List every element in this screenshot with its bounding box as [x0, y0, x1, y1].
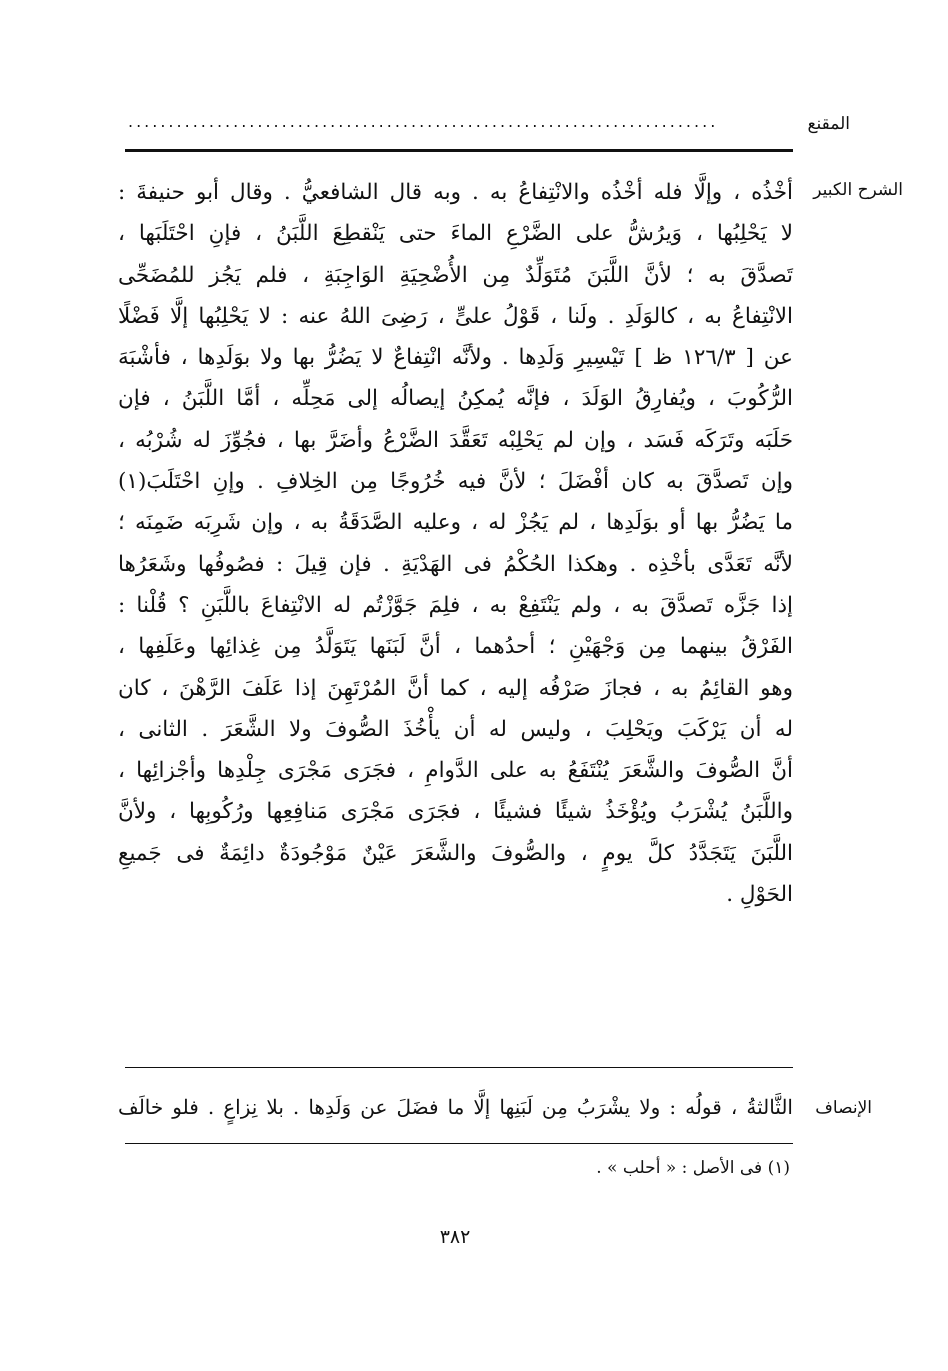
- text-line: اللَّبَنَ يَتَجَدَّدُ كلَّ يومٍ ، والصُّوفَ والشَّعَرَ عَيْنٌ مَوْجُودَةٌ دائِمَةٌ فى جَميعِ: [118, 840, 793, 866]
- text-line: الرُّكُوبَ ، ويُفارِقُ الوَلَدَ ، فإنَّه يُمكِنُ إيصالُه إلى مَحِلِّه ، أمَّا اللَّبَنُ ، فإن: [118, 386, 793, 412]
- text-line: له أن يَرْكَبَ ويَحْلِبَ ، وليس له أن يأْخُذَ الصُّوفَ ولا الشَّعَرَ . الثانى ،: [118, 716, 793, 742]
- text-line: واللَّبَنُ يُشْرَبُ ويُؤْخَذُ شيئًا فشيئًا ، فجَرَى مَجْرَى مَنافِعِها ورُكُوبِها ، ولأنَّ: [118, 799, 793, 825]
- sharh-label: الشرح الكبير: [813, 180, 903, 200]
- text-line: الانْتِفاعُ به ، كالوَلَدِ . ولَنا ، قَوْلُ علىٍّ ، رَضِىَ اللهُ عنه : لا يَحْلِبُها إلَّا فَضْلًا: [118, 303, 793, 329]
- header-dots: .........................................................................: [128, 112, 719, 131]
- page-number: ٣٨٢: [439, 1226, 471, 1248]
- insaf-text: الثَّالثةُ ، قولُه : ولا يشْرَبُ مِن لَبَنِها إلَّا ما فضَلَ عن وَلَدِها . بلا نِزاعٍ . فلو خالَف: [118, 1095, 793, 1119]
- insaf-label: الإنصاف: [815, 1098, 872, 1118]
- text-line: عن [ ١٢٦/٣ ظ ] تَيْسِيرِ وَلَدِها . ولأنَّه انْتِفاعٌ لا يَضُرُّ بها ولا بوَلَدِها ، فأشْبَهَ: [118, 345, 793, 371]
- text-line: أنَّ الصُّوفَ والشَّعَرَ يُنْتَفَعُ به على الدَّوامِ ، فجَرَى مَجْرَى جِلْدِها وأجْزائِها ،: [118, 758, 793, 784]
- text-line: حَلَبَه وتَرَكَه فَسَد ، وإن لم يَحْلِبْه تَعَقَّدَ الضَّرْعُ وأضَرَّ بها ، فجُوِّزَ له شُرْبُه ،: [118, 427, 793, 453]
- text-line: وهو القائِمُ به ، فجازَ صَرْفُه إليه ، كما أنَّ المُرْتَهِنَ إذا عَلَفَ الرَّهْنَ ، كان: [118, 675, 793, 701]
- text-line: لأنَّه تَعَدَّى بأخْذِه . وهكذا الحُكْمُ فى الهَدْيَةِ . فإن قِيلَ : فصُوفُها وشَعَرُها: [118, 551, 793, 577]
- text-line: الحَوْلِ .: [726, 882, 793, 908]
- text-line: تَصدَّقَ به ؛ لأنَّ اللَّبَنَ مُتَوَلِّدٌ مِن الأُضْحِيَةِ الوَاجِبَةِ ، فلم يَجُز للمُضَحِّى: [118, 262, 793, 288]
- footnote-rule: [125, 1143, 793, 1144]
- book-title-label: المقنع: [807, 114, 850, 134]
- main-text: [118, 172, 793, 915]
- text-line: الفَرْقُ بينهما مِن وَجْهَيْنِ ؛ أحدُهما ، أنَّ لَبَنَها يَتَوَلَّدُ مِن غِذائِها وعَلَفِها ،: [118, 634, 793, 660]
- text-line: لا يَحْلِبُها ، وَيرُشُّ على الضَّرْعِ الماءَ حتى يَنْقطِعَ اللَّبَنُ ، فإنِ احْتَلَبَها ،: [118, 221, 793, 247]
- section-divider: [125, 1067, 793, 1068]
- text-line: إذا جَزَّه تَصدَّقَ به ، ولم يَنْتَفِعْ به ، فلِمَ جَوَّزْتُم له الانْتِفاعَ باللَّبَنِ ؟ قُلْنا :: [118, 592, 793, 618]
- footnote: (١) فى الأصل : « أحلب » .: [596, 1158, 790, 1178]
- text-line: أخْذُه ، وإلَّا فله أخْذُه والانْتِفاعُ به . وبه قال الشافعيُّ . وقال أبو حنيفةَ :: [118, 180, 793, 205]
- text-line: وإن تَصدَّقَ به كان أفْضَلَ ؛ لأنَّ فيه خُرُوجًا مِن الخِلافِ . وإنِ احْتَلَبَ(١): [118, 469, 793, 495]
- text-line: ما يَضُرُّ بها أو بوَلَدِها ، لم يَجُزْ له ، وعليه الصَّدَقَةُ به ، وإن شَرِبَه ضَمِنَه ؛: [118, 510, 793, 536]
- header-rule: [125, 149, 793, 152]
